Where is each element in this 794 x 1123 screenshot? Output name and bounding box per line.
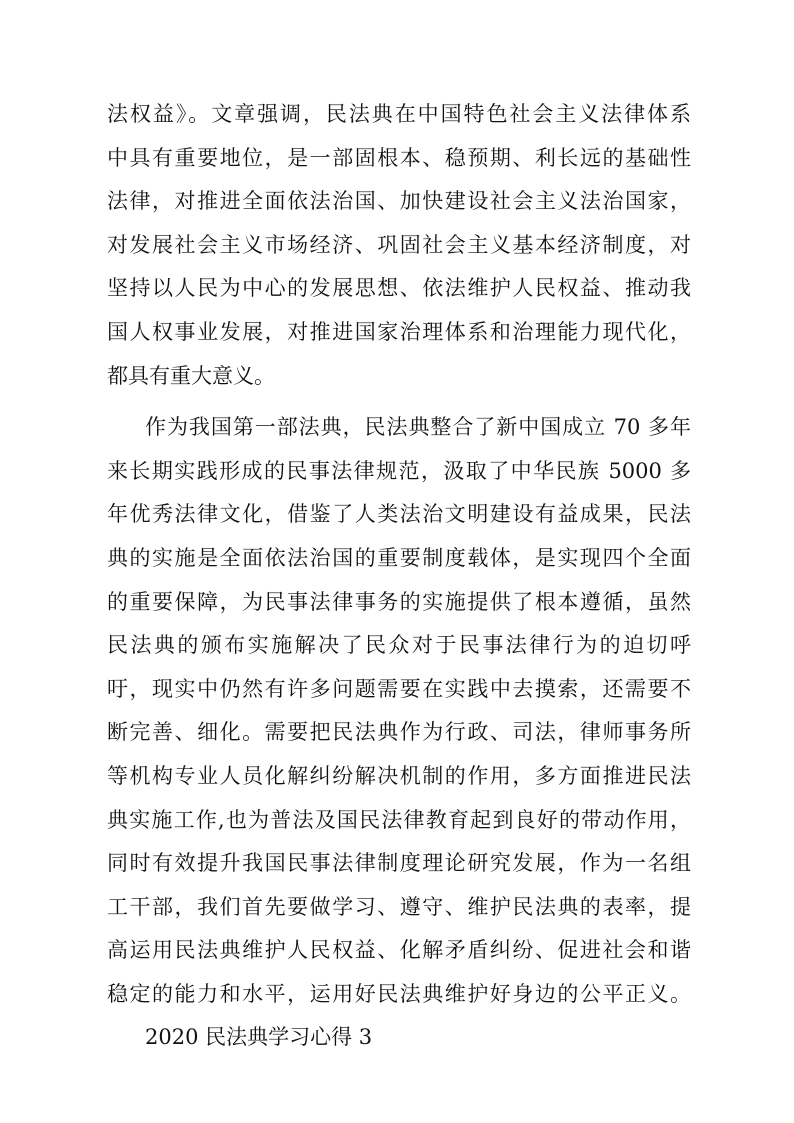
paragraph-line: 工干部，我们首先要做学习、遵守、维护民法典的表率，提 bbox=[107, 894, 691, 919]
paragraph-2 bbox=[107, 406, 691, 1016]
paragraph-line: 的重要保障，为民事法律事务的实施提供了根本遵循，虽然 bbox=[107, 589, 691, 614]
paragraph-gap bbox=[107, 398, 691, 406]
paragraph-line: 作为我国第一部法典，民法典整合了新中国成立 70 多年 bbox=[145, 415, 691, 440]
paragraph-line: 来长期实践形成的民事法律规范，汲取了中华民族 5000 多 bbox=[107, 458, 691, 483]
paragraph-line: 对发展社会主义市场经济、巩固社会主义基本经济制度，对 bbox=[107, 232, 691, 257]
paragraph-line: 法权益》。文章强调，民法典在中国特色社会主义法律体系 bbox=[107, 102, 691, 126]
paragraph-1 bbox=[107, 93, 691, 398]
paragraph-line: 同时有效提升我国民事法律制度理论研究发展，作为一名组 bbox=[107, 851, 691, 876]
document-body bbox=[107, 93, 691, 1060]
paragraph-line: 稳定的能力和水平，运用好民法典维护好身边的公平正义。 bbox=[107, 981, 691, 1006]
paragraph-line: 等机构专业人员化解纠纷解决机制的作用，多方面推进民法 bbox=[107, 763, 691, 788]
paragraph-line: 年优秀法律文化，借鉴了人类法治文明建设有益成果，民法 bbox=[107, 502, 691, 527]
paragraph-line: 民法典的颁布实施解决了民众对于民事法律行为的迫切呼 bbox=[107, 633, 691, 658]
paragraph-line: 典的实施是全面依法治国的重要制度载体，是实现四个全面 bbox=[107, 545, 691, 570]
paragraph-line: 吁，现实中仍然有许多问题需要在实践中去摸索，还需要不 bbox=[107, 676, 691, 701]
paragraph-line: 国人权事业发展，对推进国家治理体系和治理能力现代化， bbox=[107, 319, 691, 344]
paragraph-line: 都具有重大意义。 bbox=[107, 363, 275, 388]
paragraph-line: 坚持以人民为中心的发展思想、依法维护人民权益、推动我 bbox=[107, 276, 691, 301]
paragraph-line: 高运用民法典维护人民权益、化解矛盾纠纷、促进社会和谐 bbox=[107, 938, 691, 963]
section-heading: 2020 民法典学习心得 3 bbox=[145, 1025, 373, 1050]
paragraph-line: 法律，对推进全面依法治国、加快建设社会主义法治国家， bbox=[107, 189, 691, 214]
paragraph-line: 断完善、细化。需要把民法典作为行政、司法，律师事务所 bbox=[107, 720, 691, 745]
paragraph-line: 中具有重要地位，是一部固根本、稳预期、利长远的基础性 bbox=[107, 145, 691, 170]
paragraph-line: 典实施工作,也为普法及国民法律教育起到良好的带动作用， bbox=[107, 807, 691, 832]
